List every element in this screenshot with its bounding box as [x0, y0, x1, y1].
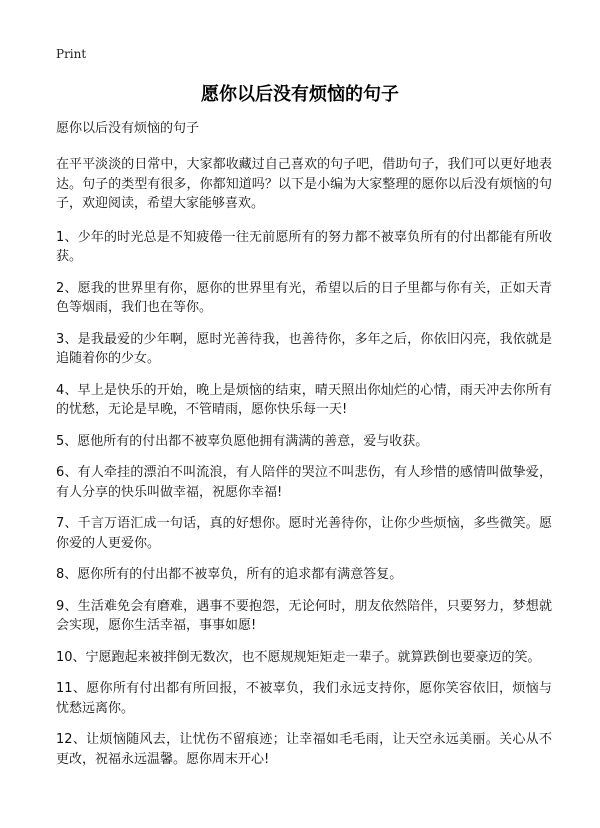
list-item: 12、让烦恼随风去，让忧伤不留痕迹；让幸福如毛毛雨，让天空永远美丽。关心从不更改，祝福永远温馨。愿你周末开心! — [56, 732, 552, 767]
document-subtitle: 愿你以后没有烦恼的句子 — [56, 121, 200, 136]
list-item: 11、愿你所有付出都有所回报，不被辜负，我们永远支持你，愿你笑容依旧，烦恼与忧愁远离你。 — [56, 681, 552, 716]
list-item: 6、有人牵挂的漂泊不叫流浪，有人陪伴的哭泣不叫悲伤，有人珍惜的感情叫做挚爱，有人分享的快乐叫做幸福，祝愿你幸福! — [56, 465, 552, 500]
document-body — [56, 120, 552, 781]
list-item: 4、早上是快乐的开始，晚上是烦恼的结束，晴天照出你灿烂的心情，雨天冲去你所有的忧愁，无论是早晚，不管晴雨，愿你快乐每一天! — [56, 382, 552, 417]
list-item: 1、少年的时光总是不知疲倦一往无前愿所有的努力都不被辜负所有的付出都能有所收获。 — [56, 229, 552, 264]
list-item: 3、是我最爱的少年啊，愿时光善待我，也善待你，多年之后，你依旧闪亮，我依就是追随着你的少女。 — [56, 331, 552, 366]
print-link[interactable]: Print — [56, 47, 87, 61]
list-item: 7、千言万语汇成一句话，真的好想你。愿时光善待你，让你少些烦恼，多些微笑。愿你爱的人更爱你。 — [56, 516, 552, 551]
list-item: 10、宁愿跑起来被拌倒无数次，也不愿规规矩矩走一辈子。就算跌倒也要豪迈的笑。 — [56, 649, 541, 665]
intro-paragraph: 在平平淡淡的日常中，大家都收藏过自己喜欢的句子吧，借助句子，我们可以更好地表达。句子的类型有很多，你都知道吗？以下是小编为大家整理的愿你以后没有烦恼的句子，欢迎阅读，希望大家能够喜欢。 — [56, 157, 552, 211]
list-item: 8、愿你所有的付出都不被辜负，所有的追求都有满意答复。 — [56, 567, 403, 582]
list-item: 2、愿我的世界里有你，愿你的世界里有光，希望以后的日子里都与你有关，正如天青色等烟雨，我们也在等你。 — [56, 280, 552, 315]
page-title: 愿你以后没有烦恼的句子 — [201, 84, 399, 105]
list-item: 9、生活难免会有磨难，遇事不要抱怨，无论何时，朋友依然陪伴，只要努力，梦想就会实现，愿你生活幸福，事事如愿! — [56, 598, 552, 633]
list-item: 5、愿他所有的付出都不被辜负愿他拥有满满的善意，爱与收获。 — [56, 433, 429, 449]
